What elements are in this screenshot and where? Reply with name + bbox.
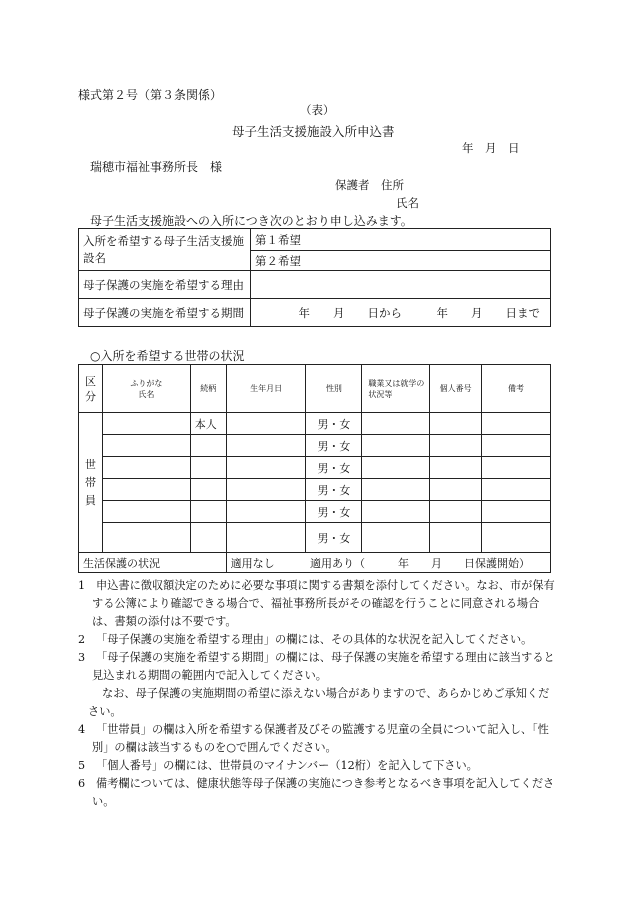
note-number: 4	[78, 723, 86, 736]
note-subitem	[78, 685, 558, 721]
birthdate-cell[interactable]	[226, 413, 306, 435]
member-category-label: 世帯員	[84, 457, 96, 507]
col-occupation: 職業又は就学の状況等	[362, 365, 430, 413]
birthdate-cell[interactable]	[226, 435, 306, 457]
note-item	[78, 577, 558, 631]
note-number: 2	[78, 633, 86, 646]
note-item	[78, 775, 558, 811]
remarks-cell[interactable]	[482, 435, 551, 457]
table-row	[79, 435, 551, 457]
col-personal-number: 個人番号	[430, 365, 482, 413]
note-text: 申込書に徴収額決定のために必要な事項に関する書類を添付してください。なお、市が保有する公簿により確認できる場合で、福祉事務所長がその確認を行うことに同意される場合は、書類の添付は不要です。	[92, 579, 555, 628]
birthdate-cell[interactable]	[226, 523, 306, 553]
col-category-label: 区分	[84, 374, 96, 403]
period-field[interactable]: 年 月 日から 年 月 日まで	[251, 299, 551, 327]
side-label: （表）	[300, 103, 335, 117]
form-number: 様式第２号（第３条関係）	[78, 88, 223, 102]
household-table	[78, 364, 551, 573]
furigana-name-cell[interactable]	[102, 413, 190, 435]
personal-number-cell[interactable]	[430, 479, 482, 501]
table-row	[79, 457, 551, 479]
facility-label: 入所を希望する母子生活支援施設名	[79, 229, 251, 271]
note-item	[78, 649, 558, 685]
occupation-cell[interactable]	[362, 413, 430, 435]
col-name	[102, 365, 190, 413]
welfare-applied-option[interactable]: 適用あり（ 年 月 日保護開始）	[306, 553, 551, 573]
relationship-cell[interactable]	[190, 457, 226, 479]
member-category	[79, 413, 103, 553]
remarks-cell[interactable]	[482, 413, 551, 435]
gender-cell[interactable]: 男・女	[306, 523, 362, 553]
reason-label: 母子保護の実施を希望する理由	[79, 271, 251, 299]
occupation-cell[interactable]	[362, 479, 430, 501]
note-number: 3	[78, 651, 86, 664]
second-choice-field[interactable]: 第２希望	[251, 251, 551, 271]
period-label: 母子保護の実施を希望する期間	[79, 299, 251, 327]
addressee: 瑞穂市福祉事務所長 様	[90, 160, 223, 174]
col-gender: 性別	[306, 365, 362, 413]
remarks-cell[interactable]	[482, 523, 551, 553]
gender-cell[interactable]: 男・女	[306, 457, 362, 479]
col-remarks: 備考	[482, 365, 551, 413]
note-item	[78, 721, 558, 757]
applicant-name-label: 氏名	[396, 196, 419, 210]
col-furigana-label: ふりがな	[130, 378, 163, 388]
personal-number-cell[interactable]	[430, 413, 482, 435]
personal-number-cell[interactable]	[430, 523, 482, 553]
col-name-label: 氏名	[138, 389, 155, 399]
note-item	[78, 631, 558, 649]
gender-cell[interactable]: 男・女	[306, 479, 362, 501]
note-text: 「世帯員」の欄は入所を希望する保護者及びその監護する児童の全員について記入し、「性別」の欄は該当するものを○で囲んでください。	[92, 723, 549, 754]
remarks-cell[interactable]	[482, 479, 551, 501]
intro-text: 母子生活支援施設への入所につき次のとおり申し込みます。	[90, 214, 413, 228]
furigana-name-cell[interactable]	[102, 479, 190, 501]
welfare-none-option[interactable]: 適用なし	[226, 553, 306, 573]
note-number: 6	[78, 777, 86, 790]
birthdate-cell[interactable]	[226, 479, 306, 501]
gender-cell[interactable]: 男・女	[306, 413, 362, 435]
personal-number-cell[interactable]	[430, 435, 482, 457]
household-section-title: ○入所を希望する世帯の状況	[90, 349, 245, 363]
gender-cell[interactable]: 男・女	[306, 435, 362, 457]
table-row	[79, 501, 551, 523]
relationship-cell[interactable]: 本人	[190, 413, 226, 435]
col-relationship: 続柄	[190, 365, 226, 413]
occupation-cell[interactable]	[362, 523, 430, 553]
occupation-cell[interactable]	[362, 457, 430, 479]
page-title: 母子生活支援施設入所申込書	[232, 124, 395, 139]
table-row	[79, 523, 551, 553]
first-choice-field[interactable]: 第１希望	[251, 229, 551, 251]
relationship-cell[interactable]	[190, 479, 226, 501]
furigana-name-cell[interactable]	[102, 523, 190, 553]
occupation-cell[interactable]	[362, 435, 430, 457]
furigana-name-cell[interactable]	[102, 435, 190, 457]
col-birthdate: 生年月日	[226, 365, 306, 413]
applicant-address-label: 保護者 住所	[335, 178, 404, 192]
note-text: 「個人番号」の欄には、世帯員のマイナンバー（12桁）を記入して下さい。	[96, 759, 478, 772]
furigana-name-cell[interactable]	[102, 457, 190, 479]
date-line: 年 月 日	[462, 141, 520, 155]
table-row	[79, 479, 551, 501]
gender-cell[interactable]: 男・女	[306, 501, 362, 523]
furigana-name-cell[interactable]	[102, 501, 190, 523]
birthdate-cell[interactable]	[226, 457, 306, 479]
remarks-cell[interactable]	[482, 457, 551, 479]
reason-field[interactable]	[251, 271, 551, 299]
relationship-cell[interactable]	[190, 435, 226, 457]
welfare-label: 生活保護の状況	[79, 553, 227, 573]
note-text: なお、母子保護の実施期間の希望に添えない場合がありますので、あらかじめご承知ください。	[88, 687, 550, 718]
notes-list	[78, 577, 558, 811]
table-row	[79, 413, 551, 435]
note-number: 5	[78, 759, 86, 772]
birthdate-cell[interactable]	[226, 501, 306, 523]
relationship-cell[interactable]	[190, 501, 226, 523]
note-text: 備考欄については、健康状態等母子保護の実施につき参考となるべき事項を記入してください。	[92, 777, 555, 808]
application-table	[78, 228, 551, 327]
note-number: 1	[78, 579, 86, 592]
col-category	[79, 365, 103, 413]
welfare-row	[79, 553, 551, 573]
occupation-cell[interactable]	[362, 501, 430, 523]
personal-number-cell[interactable]	[430, 501, 482, 523]
relationship-cell[interactable]	[190, 523, 226, 553]
note-item	[78, 757, 558, 775]
personal-number-cell[interactable]	[430, 457, 482, 479]
note-text: 「母子保護の実施を希望する期間」の欄には、母子保護の実施を希望する理由に該当すると見込まれる期間の範囲内で記入してください。	[92, 651, 555, 682]
remarks-cell[interactable]	[482, 501, 551, 523]
note-text: 「母子保護の実施を希望する理由」の欄には、その具体的な状況を記入してください。	[96, 633, 533, 646]
